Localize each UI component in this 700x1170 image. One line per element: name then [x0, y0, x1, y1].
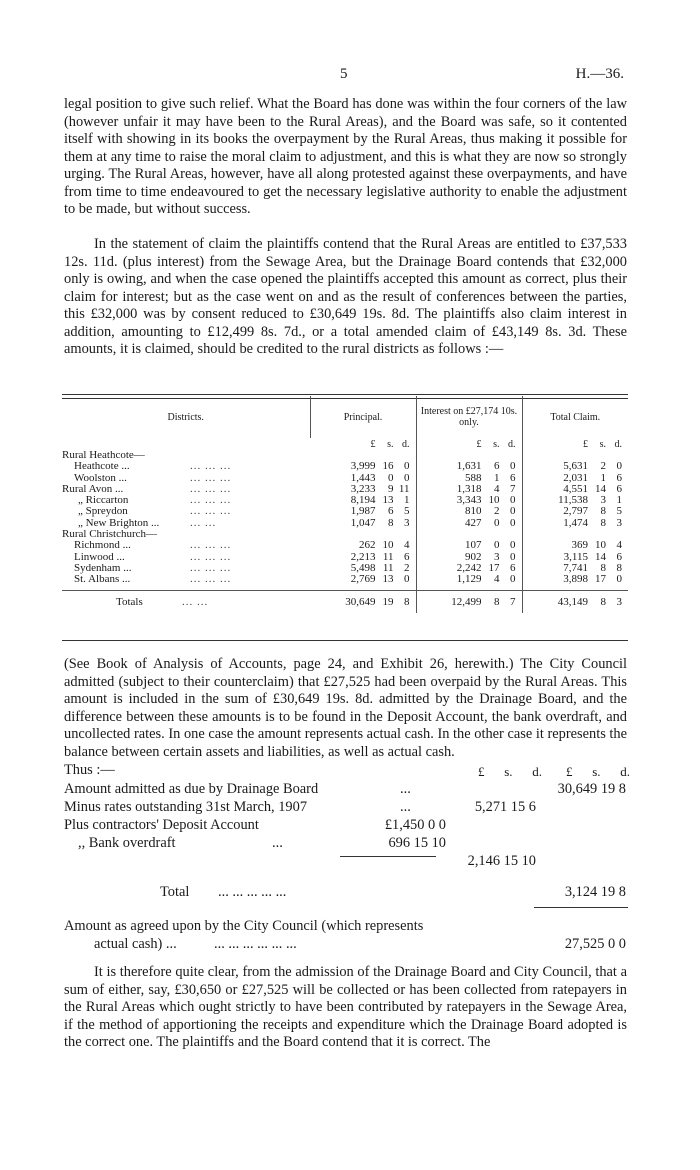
pence-value: 0: [616, 573, 622, 586]
shillings-value: 0: [494, 539, 500, 552]
pence-value: 5: [404, 505, 410, 518]
shillings-value: 19: [382, 595, 394, 608]
pence-value: 6: [616, 550, 622, 563]
district-name: „ New Brighton ...: [78, 516, 160, 529]
shillings-value: 8: [600, 595, 606, 608]
page-number: 5: [340, 66, 348, 82]
pounds-value: 12,499: [451, 595, 482, 608]
unit-pounds: £: [566, 764, 573, 779]
pounds-value: 1,129: [456, 573, 482, 586]
shillings-value: 8: [600, 516, 606, 529]
district-name: Rural Avon ...: [62, 482, 124, 495]
pence-value: 8: [616, 561, 622, 574]
district-name: Rural Heathcote—: [62, 449, 145, 461]
contractors-deposit-value: £1,450 0 0: [384, 817, 446, 833]
unit-shillings: s.: [387, 438, 394, 450]
pence-value: 6: [510, 561, 516, 574]
shillings-value: 2: [600, 460, 606, 473]
bank-overdraft-label: ,, Bank overdraft: [78, 835, 176, 851]
claims-table: [62, 396, 628, 613]
pounds-value: 810: [465, 505, 482, 518]
minus-rates-value: 5,271 15 6: [474, 799, 536, 815]
unit-shillings: s.: [599, 438, 606, 450]
pence-value: 0: [404, 573, 410, 586]
shillings-value: 2: [494, 505, 500, 518]
pence-value: 7: [510, 482, 516, 495]
shillings-value: 8: [600, 505, 606, 518]
pence-value: 0: [510, 573, 516, 586]
leader-dots: ... ... ...: [190, 539, 232, 552]
table-row: [62, 450, 628, 461]
shillings-value: 8: [494, 595, 500, 608]
pence-value: 3: [616, 516, 622, 529]
leader-dots: ... ...: [190, 516, 217, 529]
bank-overdraft-value: 696 15 10: [388, 835, 446, 851]
pence-value: 11: [398, 482, 410, 495]
pounds-value: 11,538: [558, 494, 588, 507]
header-districts: Districts.: [62, 396, 310, 438]
pounds-value: 3,233: [350, 482, 376, 495]
shillings-value: 13: [382, 573, 394, 586]
shillings-value: 4: [494, 573, 500, 586]
unit-shillings: s.: [504, 764, 513, 779]
thus-lead: Thus :—: [64, 762, 115, 778]
leader-dots: ... ...: [182, 595, 209, 608]
table-top-rule: [62, 394, 628, 395]
mid-column-units: [478, 764, 542, 780]
pounds-value: 427: [465, 516, 482, 529]
pence-value: 6: [510, 471, 516, 484]
pounds-value: 3,115: [563, 550, 588, 563]
shillings-value: 13: [382, 494, 394, 507]
shillings-value: 17: [488, 561, 500, 574]
total-rule: [534, 907, 628, 908]
minus-rates-label: Minus rates outstanding 31st March, 1907: [64, 799, 308, 815]
subtotal-rule: [340, 856, 436, 857]
table-bottom-rule: [62, 640, 628, 641]
subtotal-value: 2,146 15 10: [467, 853, 536, 869]
paragraph-analysis-of-accounts: (See Book of Analysis of Accounts, page 24, and Exhibit 26, herewith.) The City Council admitted (subject to their counterclaim) that £27,525 had been overpaid by the Rural Areas. This amount is included in the sum of £30,649 19s. 8d. admitted by the Drainage Board, and the difference between these amounts is to be found in the Deposit Account, the bank overdraft, and uncollected rates. In one case the amount represents actual cash. In the other case it represents the balance between certain assets and liabilities, as well as actual cash.: [64, 656, 627, 760]
pence-value: 1: [616, 494, 622, 507]
leader-dots: ... ... ...: [190, 460, 232, 473]
shillings-value: 1: [600, 471, 606, 484]
leader-dots: ... ... ...: [190, 561, 232, 574]
paragraph-conclusion: It is therefore quite clear, from the admission of the Drainage Board and City Council, that a sum of either, say, £30,650 or £27,525 will be collected or has been collected from ratepayers in the Rural Areas which ought strictly to have been contributed by ratepayers in the Sewage Area, if the method of apportioning the receipts and expenditure which the Drainage Board adopted is the correct one. The plaintiffs and the Board contend that it is correct. The: [64, 964, 627, 1050]
pence-value: 0: [510, 460, 516, 473]
shillings-value: 11: [382, 561, 394, 574]
unit-pounds: £: [583, 438, 588, 450]
pounds-value: 3,343: [456, 494, 482, 507]
district-name: Totals: [116, 595, 143, 608]
table-header-row: [62, 396, 628, 438]
leader-dots: ... ... ...: [190, 482, 232, 495]
pence-value: 8: [404, 595, 410, 608]
pounds-value: 369: [571, 539, 588, 552]
pounds-value: 2,769: [350, 573, 376, 586]
unit-shillings: s.: [592, 764, 601, 779]
pounds-value: 4,551: [563, 482, 588, 495]
total-value: 3,124 19 8: [564, 884, 626, 900]
pence-value: 1: [404, 494, 410, 507]
table-row: [62, 552, 628, 563]
pence-value: 4: [404, 539, 410, 552]
table-row: [62, 574, 628, 585]
pence-value: 6: [404, 550, 410, 563]
pence-value: 6: [616, 482, 622, 495]
pounds-value: 2,242: [456, 561, 482, 574]
pence-value: 0: [510, 539, 516, 552]
pounds-value: 1,987: [350, 505, 376, 518]
shillings-value: 3: [600, 494, 606, 507]
shillings-value: 4: [494, 482, 500, 495]
pence-value: 0: [510, 550, 516, 563]
header-principal: Principal.: [310, 396, 416, 438]
units-row: [62, 438, 628, 450]
total-dots: ... ... ... ... ...: [218, 884, 287, 900]
paragraph-legal-position: legal position to give such relief. What the Board has done was within the four corners of the law (however unfair it may have been to the Rural Areas), and the Board was safe, so it contented itself with showing in its books the overpayment by the Rural Areas, thus making it possible for them at any time to raise the moral claim to adjustment, and this is what they are now so strongly urging. The Rural Areas, however, have all along protested against these overpayments, and have from time to time endeavoured to get the necessary legislative authority to enable the adjustment to be made, but without success.: [64, 96, 627, 217]
pounds-value: 43,149: [557, 595, 588, 608]
shillings-value: 8: [600, 561, 606, 574]
pounds-value: 107: [465, 539, 482, 552]
district-name: „ Riccarton: [78, 494, 129, 507]
pence-value: 3: [616, 595, 622, 608]
bank-overdraft-dots: ...: [272, 835, 283, 851]
agreed-amount-dots: ... ... ... ... ... ...: [214, 936, 297, 952]
shillings-value: 16: [382, 460, 394, 473]
shillings-value: 8: [388, 516, 394, 529]
unit-shillings: s.: [493, 438, 500, 450]
leader-dots: ... ... ...: [190, 550, 232, 563]
pence-value: 4: [616, 539, 622, 552]
document-reference: H.—36.: [575, 66, 624, 82]
district-name: „ Spreydon: [78, 505, 128, 518]
shillings-value: 0: [494, 516, 500, 529]
table-row: [62, 495, 628, 506]
unit-pence: d.: [614, 438, 622, 450]
pence-value: 0: [616, 460, 622, 473]
unit-pence: d.: [508, 438, 516, 450]
agreed-amount-value: 27,525 0 0: [564, 936, 626, 952]
amount-admitted-label: Amount admitted as due by Drainage Board: [64, 781, 319, 797]
pounds-value: 2,031: [563, 471, 588, 484]
pounds-value: 3,999: [350, 460, 376, 473]
shillings-value: 10: [488, 494, 500, 507]
pounds-value: 1,318: [456, 482, 482, 495]
header-total-claim: Total Claim.: [550, 411, 601, 423]
shillings-value: 0: [388, 471, 394, 484]
table-row: [62, 473, 628, 484]
agreed-amount-label-line2: actual cash) ...: [94, 936, 177, 952]
pounds-value: 1,474: [563, 516, 588, 529]
table-row: [62, 461, 628, 472]
totals-row: [62, 590, 628, 613]
pounds-value: 588: [465, 471, 482, 484]
district-name: St. Albans ...: [74, 573, 131, 586]
pounds-value: 7,741: [563, 561, 588, 574]
pounds-value: 30,649: [345, 595, 376, 608]
pounds-value: 1,443: [350, 471, 376, 484]
unit-pence: d.: [620, 764, 630, 779]
pounds-value: 2,797: [563, 505, 588, 518]
pounds-value: 2,213: [350, 550, 376, 563]
pence-value: 0: [404, 471, 410, 484]
pounds-value: 262: [359, 539, 376, 552]
pence-value: 0: [510, 516, 516, 529]
shillings-value: 6: [494, 460, 500, 473]
shillings-value: 17: [595, 573, 606, 586]
leader-dots: ... ... ...: [190, 505, 232, 518]
table-row: [62, 563, 628, 574]
pounds-value: 902: [465, 550, 482, 563]
page-header: [0, 66, 700, 86]
district-name: Richmond ...: [74, 539, 131, 552]
unit-pence: d.: [402, 438, 410, 450]
pounds-value: 8,194: [350, 494, 376, 507]
table-row: [62, 540, 628, 551]
contractors-deposit-label: Plus contractors' Deposit Account: [64, 817, 259, 833]
table-row: [62, 529, 628, 540]
leader-dots: ... ... ...: [190, 471, 232, 484]
header-interest: Interest on £27,174 10s. only.: [416, 396, 522, 438]
shillings-value: 9: [388, 482, 394, 495]
shillings-value: 6: [388, 505, 394, 518]
minus-rates-dots: ...: [400, 799, 411, 815]
pence-value: 3: [404, 516, 410, 529]
table-row: [62, 484, 628, 495]
pence-value: 0: [510, 505, 516, 518]
right-column-units: [566, 764, 630, 780]
shillings-value: 11: [382, 550, 394, 563]
pence-value: 6: [616, 471, 622, 484]
leader-dots: ... ... ...: [190, 573, 232, 586]
pence-value: 2: [404, 561, 410, 574]
amount-admitted-value: 30,649 19 8: [557, 781, 626, 797]
district-name: Heathcote ...: [74, 460, 130, 473]
district-name: Woolston ...: [74, 471, 127, 484]
pence-value: 7: [510, 595, 516, 608]
district-name: Rural Christchurch—: [62, 528, 158, 541]
pounds-value: 3,898: [563, 573, 588, 586]
pounds-value: 1,631: [456, 460, 482, 473]
shillings-value: 14: [595, 482, 606, 495]
shillings-value: 10: [382, 539, 394, 552]
unit-pounds: £: [476, 438, 482, 450]
paragraph-statement-of-claim: In the statement of claim the plaintiffs contend that the Rural Areas are entitled to £37,533 12s. 11d. (plus interest) from the Sewage Area, but the Drainage Board contends that £32,000 only is owing, and when the case opened the plaintiffs accepted this amount as correct, plus their claim for interest; but as the case went on and as the result of conferences between the parties, this £32,000 was by consent reduced to £30,649 19s. 8d. The plaintiffs also claim interest in addition, amounting to £12,499 8s. 7d., or a total amended claim of £43,149 8s. 3d. These amounts, it is claimed, should be credited to the rural districts as follows :—: [64, 236, 627, 357]
total-label: Total: [160, 884, 190, 900]
district-name: Linwood ...: [74, 550, 125, 563]
pence-value: 0: [404, 460, 410, 473]
unit-pounds: £: [478, 764, 485, 779]
unit-pence: d.: [532, 764, 542, 779]
shillings-value: 14: [595, 550, 606, 563]
agreed-amount-label-line1: Amount as agreed upon by the City Council (which represents: [64, 918, 424, 934]
unit-pounds: £: [370, 438, 376, 450]
amount-admitted-dots: ...: [400, 781, 411, 797]
pounds-value: 5,498: [350, 561, 376, 574]
shillings-value: 1: [494, 471, 500, 484]
pounds-value: 5,631: [563, 460, 588, 473]
leader-dots: ... ... ...: [190, 494, 232, 507]
shillings-value: 3: [494, 550, 500, 563]
pence-value: 5: [616, 505, 622, 518]
pence-value: 0: [510, 494, 516, 507]
pounds-value: 1,047: [350, 516, 376, 529]
district-name: Sydenham ...: [74, 561, 132, 574]
shillings-value: 10: [595, 539, 606, 552]
